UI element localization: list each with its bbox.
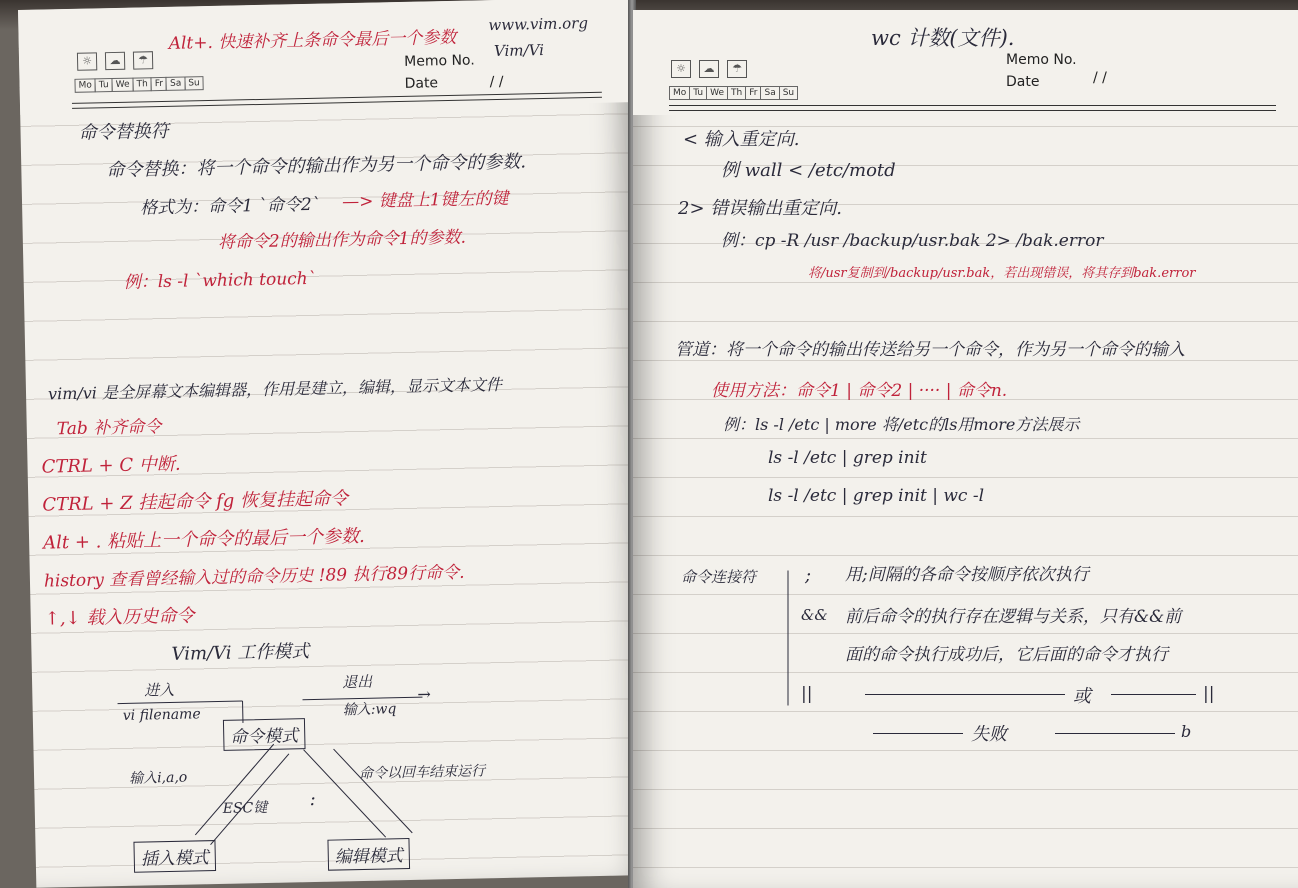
ctrl-c-shortcut: CTRL + C 中断.	[41, 453, 181, 478]
pipe-example-3: ls -l /etc | grep init | wc -l	[768, 486, 985, 506]
esc-key-label: ESC键	[222, 799, 268, 817]
error-redirect-example: 例：cp -R /usr /backup/usr.bak 2> /bak.error	[721, 231, 1104, 251]
alt-dot-shortcut: Alt + . 粘贴上一个命令的最后一个参数.	[42, 525, 366, 554]
error-redirect: 2> 错误输出重定向.	[678, 198, 842, 219]
or-label: 或	[1073, 686, 1091, 707]
header-rule-right	[669, 105, 1276, 106]
day-su: Su	[184, 76, 204, 90]
left-notebook-page	[18, 0, 648, 888]
or-line-left	[865, 694, 1065, 695]
substitution-definition: 命令替换：将一个命令的输出作为另一个命令的参数.	[106, 151, 527, 182]
exit-label: 退出	[341, 672, 373, 692]
substitution-example: 例：ls -l `which touch`	[123, 268, 317, 293]
substitution-format-note: —> 键盘上1键左的键	[341, 188, 509, 213]
vim-url: www.vim.org	[488, 14, 589, 35]
or-symbol-end: ||	[1203, 684, 1215, 704]
vi-filename-label: vi filename	[122, 706, 201, 724]
command-mode-box: 命令模式	[223, 718, 306, 751]
header-rule-2	[72, 97, 602, 109]
and-description-1: 前后命令的执行存在逻辑与关系，只有&&前	[845, 607, 1182, 627]
insert-mode-box: 插入模式	[133, 840, 216, 873]
input-redirect: < 输入重定向.	[683, 129, 800, 150]
weekday-boxes	[74, 76, 202, 93]
weather-icons	[77, 51, 153, 71]
command-end-label: 命令以回车结束运行	[358, 763, 486, 783]
pipe-example-2: ls -l /etc | grep init	[768, 448, 927, 468]
and-description-2: 面的命令执行成功后，它后面的命令才执行	[845, 645, 1168, 665]
error-redirect-note: 将/usr复制到/backup/usr.bak，若出现错误，将其存到bak.error	[808, 266, 1196, 281]
day-mo: Mo	[74, 78, 96, 92]
date-slashes: / /	[489, 73, 504, 91]
enter-label: 进入	[144, 680, 175, 700]
right-page-header	[633, 10, 1298, 115]
memo-value: Vim/Vi	[493, 40, 545, 61]
sun-icon: ☼	[671, 60, 691, 78]
vim-intro: vim/vi 是全屏幕文本编辑器，作用是建立，编辑，显示文本文件	[47, 374, 503, 404]
arrow-command-to-insert	[195, 744, 274, 835]
colon-label: :	[309, 788, 316, 811]
and-symbol: &&	[801, 606, 828, 624]
weather-icons-right	[671, 60, 747, 78]
semicolon-description: 用;间隔的各命令按顺序依次执行	[845, 565, 1089, 585]
date-label: Date	[404, 75, 439, 92]
date-label-right: Date	[1006, 74, 1040, 90]
header-rule-right-2	[669, 110, 1276, 111]
history-command: history 查看曾经输入过的命令历史 !89 执行89行命令.	[43, 562, 465, 592]
arrow-keys-history: ↑,↓ 载入历史命令	[44, 605, 195, 630]
pipe-example-1: 例：ls -l /etc | more 将/etc的ls用more方法展示	[723, 415, 1080, 434]
day-we: We	[112, 78, 134, 92]
day-mo: Mo	[669, 86, 690, 100]
day-fr: Fr	[745, 86, 761, 100]
sun-icon: ☼	[77, 52, 97, 70]
semicolon-symbol: ;	[805, 565, 812, 586]
input-redirect-example: 例 wall < /etc/motd	[721, 160, 896, 181]
exit-arrowhead-icon: →	[417, 684, 432, 704]
section-command-substitution-title: 命令替换符	[78, 120, 169, 144]
day-su: Su	[779, 86, 798, 100]
rain-icon: ☂	[727, 60, 747, 78]
substitution-meaning: 将命令2的输出作为命令1的参数.	[217, 227, 467, 253]
ctrl-z-shortcut: CTRL + Z 挂起命令 fg 恢复挂起命令	[42, 488, 349, 516]
right-notebook-page	[633, 10, 1298, 888]
or-symbol: ||	[801, 684, 813, 704]
cloud-icon: ☁	[105, 52, 125, 70]
edit-mode-box: 编辑模式	[327, 838, 410, 871]
connector-label: 命令连接符	[681, 568, 757, 586]
fail-label: 失败	[971, 724, 1007, 745]
pipe-usage: 使用方法：命令1 | 命令2 | ···· | 命令n.	[711, 381, 1008, 401]
day-fr: Fr	[151, 77, 168, 91]
connector-brace	[788, 571, 789, 706]
tab-shortcut: Tab 补齐命令	[56, 417, 162, 440]
or-line-right	[1111, 694, 1196, 695]
exit-command-label: 输入:wq	[342, 701, 397, 719]
enter-arrow-line	[118, 700, 243, 704]
pipe-definition: 管道：将一个命令的输出传送给另一个命令，作为另一个命令的输入	[675, 340, 1185, 360]
weekday-boxes-right	[669, 86, 797, 100]
cloud-icon: ☁	[699, 60, 719, 78]
left-page-header	[18, 0, 632, 115]
date-slashes-right: / /	[1093, 70, 1107, 86]
wc-title: wc 计数(文件).	[871, 26, 1015, 50]
day-tu: Tu	[95, 78, 113, 92]
day-we: We	[706, 86, 728, 100]
fail-end-mark: b	[1181, 722, 1192, 741]
memo-no-label: Memo No.	[404, 52, 475, 70]
fail-line-right	[1055, 733, 1175, 734]
day-sa: Sa	[166, 77, 186, 91]
substitution-format: 格式为：命令1 `命令2`	[139, 194, 321, 219]
rain-icon: ☂	[133, 51, 153, 69]
day-th: Th	[132, 77, 151, 91]
alt-dot-top-note: Alt+. 快速补齐上条命令最后一个参数	[168, 27, 457, 54]
fail-line-left	[873, 733, 963, 734]
day-th: Th	[727, 86, 746, 100]
memo-no-label-right: Memo No.	[1006, 52, 1077, 68]
day-sa: Sa	[760, 86, 779, 100]
day-tu: Tu	[689, 86, 707, 100]
vim-modes-title: Vim/Vi 工作模式	[171, 641, 310, 665]
insert-keys-label: 输入i,a,o	[128, 769, 188, 787]
